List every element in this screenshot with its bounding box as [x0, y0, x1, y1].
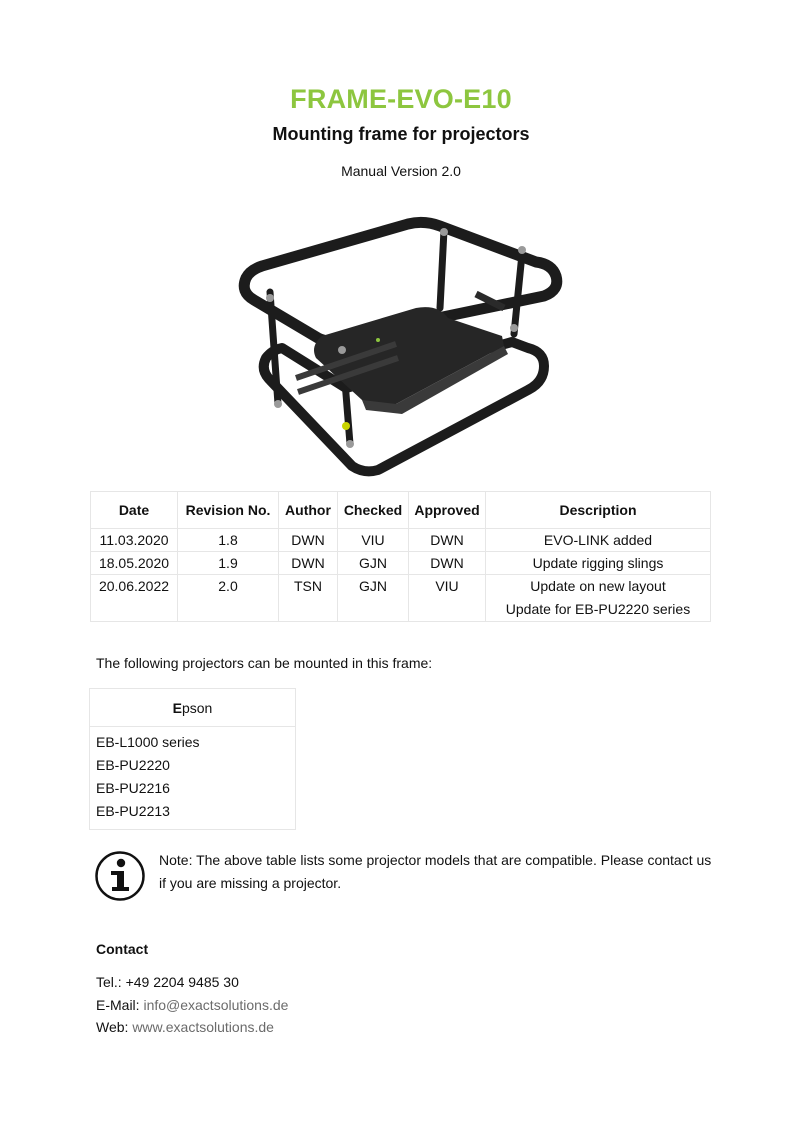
revision-table: [90, 491, 711, 622]
table-row: [91, 575, 711, 622]
brand-header: [90, 689, 296, 727]
contact-heading: Contact: [96, 941, 149, 957]
cell-approved: DWN: [409, 552, 486, 575]
table-row: [91, 552, 711, 575]
cell-revision: 1.9: [178, 552, 279, 575]
mounting-frame-image: [226, 208, 576, 480]
web-label: Web:: [96, 1019, 133, 1035]
contact-tel: [96, 971, 288, 994]
cell-approved: DWN: [409, 529, 486, 552]
table-row: [91, 529, 711, 552]
email-label: E-Mail:: [96, 996, 144, 1013]
web-link[interactable]: www.exactsolutions.de: [132, 1019, 274, 1035]
brand-initial: E: [172, 699, 182, 716]
page-subtitle: Mounting frame for projectors: [272, 124, 530, 144]
contact-web: [96, 1016, 288, 1039]
model-list: [90, 727, 296, 830]
page-title: FRAME-EVO-E10: [290, 84, 512, 114]
cell-author: TSN: [279, 575, 338, 622]
col-date: Date: [91, 492, 178, 529]
cell-revision: 1.8: [178, 529, 279, 552]
cell-revision: 2.0: [178, 575, 279, 622]
cell-description: [486, 575, 711, 622]
list-item: EB-PU2213: [96, 803, 170, 819]
tel-value: +49 2204 9485 30: [125, 974, 239, 990]
list-item: EB-PU2220: [96, 757, 170, 773]
tel-label: Tel.:: [96, 974, 126, 990]
col-approved: Approved: [409, 492, 486, 529]
col-description: Description: [486, 492, 711, 529]
cell-author: DWN: [279, 552, 338, 575]
contact-block: [96, 971, 288, 1039]
revision-header-row: [91, 492, 711, 529]
brand-rest: pson: [181, 699, 213, 716]
info-icon: [94, 850, 146, 902]
cell-approved: VIU: [409, 575, 486, 622]
description-line: Update for EB-PU2220 series: [505, 601, 691, 617]
col-revision: Revision No.: [178, 492, 279, 529]
projector-table: [89, 688, 296, 830]
list-item: EB-L1000 series: [96, 734, 200, 750]
description-line: Update on new layout: [530, 578, 666, 594]
manual-version: Manual Version 2.0: [341, 163, 461, 179]
contact-email: [96, 994, 288, 1017]
col-checked: Checked: [338, 492, 409, 529]
cell-date: 20.06.2022: [91, 575, 178, 622]
cell-date: 11.03.2020: [91, 529, 178, 552]
cell-checked: GJN: [338, 552, 409, 575]
cell-date: 18.05.2020: [91, 552, 178, 575]
email-link[interactable]: info@exactsolutions.de: [143, 996, 289, 1013]
list-item: EB-PU2216: [96, 780, 170, 796]
cell-checked: GJN: [338, 575, 409, 622]
note-text: Note: The above table lists some projector models that are compatible. Please contact us if you are missing a projector.: [159, 852, 712, 891]
cell-author: DWN: [279, 529, 338, 552]
col-author: Author: [279, 492, 338, 529]
cell-description: EVO-LINK added: [486, 529, 711, 552]
cell-checked: VIU: [338, 529, 409, 552]
projector-intro: The following projectors can be mounted in this frame:: [96, 655, 433, 671]
cell-description: Update rigging slings: [486, 552, 711, 575]
